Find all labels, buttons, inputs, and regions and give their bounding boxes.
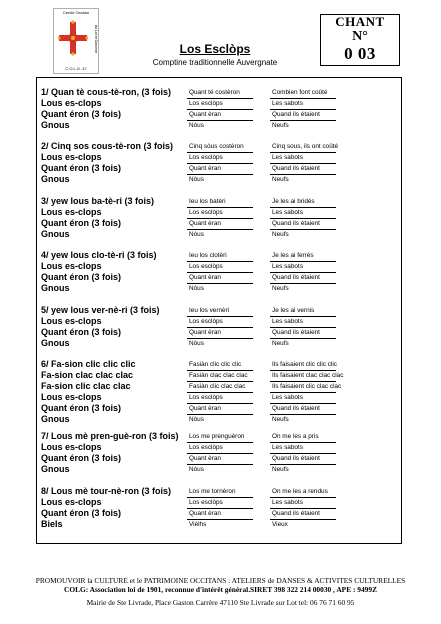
occitan-phonetic-text: Gnous <box>41 174 70 184</box>
french-translation-text: Quand ils étaient <box>272 274 320 281</box>
occitan-phonetic-text: Quant éron (3 fois) <box>41 508 122 518</box>
lyric-line <box>37 98 401 109</box>
french-translation-text: Neufs <box>272 122 289 129</box>
occitan-phonetic-text: Quant éron (3 fois) <box>41 403 122 413</box>
occitan-phonetic-text: Gnous <box>41 464 70 474</box>
french-translation-text: Neufs <box>272 466 289 473</box>
occitan-phonetic-text: Quant éron (3 fois) <box>41 109 122 119</box>
lyric-line <box>37 261 401 272</box>
french-translation-text: Quand ils étaient <box>272 510 320 517</box>
lyric-line <box>37 152 401 163</box>
french-translation-text: Les sabots <box>272 154 303 161</box>
occitan-phonetic-text: Lous es-clops <box>41 98 102 108</box>
song-title: Los Esclòps <box>179 42 251 56</box>
french-translation-text: Neufs <box>272 416 289 423</box>
occitan-written-text: Fasiàn clac clac clac <box>189 372 248 379</box>
occitan-phonetic-text: Gnous <box>41 120 70 130</box>
occitan-phonetic-text: Lous es-clops <box>41 261 102 271</box>
occitan-written-text: Vièlhs <box>189 521 207 528</box>
occitan-phonetic-text: Fa-sion clac clac clac <box>41 370 134 380</box>
occitan-written-text: Ieu los vernèri <box>189 307 230 314</box>
occitan-written-text: Los esclòps <box>189 100 223 107</box>
occitan-cross-icon <box>58 18 88 58</box>
chant-no-label: N° <box>352 29 368 44</box>
lyric-line <box>37 338 401 349</box>
occitan-phonetic-text: 1/ Quan tè cous-tè-ron, (3 fois) <box>41 87 172 97</box>
song-subtitle: Comptine traditionnelle Auvergnate <box>152 58 278 67</box>
occitan-phonetic-text: 2/ Cinq sos cous-tè-ron (3 fois) <box>41 141 174 151</box>
occitan-written-text: Nòus <box>189 340 204 347</box>
lyric-line <box>37 508 401 519</box>
occitan-written-text: Nòus <box>189 466 204 473</box>
french-translation-text: Les sabots <box>272 318 303 325</box>
lyric-line <box>37 327 401 338</box>
french-translation-text: Les sabots <box>272 444 303 451</box>
lyric-line <box>37 207 401 218</box>
french-translation-text: On me les a rendus <box>272 488 328 495</box>
occitan-phonetic-text: 3/ yew lous ba-tè-ri (3 fois) <box>41 196 155 206</box>
occitan-written-text: Los esclòps <box>189 209 223 216</box>
french-translation-text: Neufs <box>272 285 289 292</box>
lyric-line <box>37 283 401 294</box>
occitan-written-text: Ieu los batèri <box>189 198 226 205</box>
occitan-written-text: Nòus <box>189 416 204 423</box>
occitan-written-text: Nòus <box>189 231 204 238</box>
lyric-line <box>37 414 401 425</box>
occitan-written-text: Los esclòps <box>189 154 223 161</box>
chant-number: 0 03 <box>344 44 376 63</box>
lyric-line <box>37 272 401 283</box>
lyric-line <box>37 497 401 508</box>
occitan-written-text: Ieu los clotèri <box>189 252 227 259</box>
logo-side-text: du Lot et Garonne <box>94 24 98 54</box>
occitan-phonetic-text: Quant éron (3 fois) <box>41 218 122 228</box>
french-translation-text: Je les ai ferrés <box>272 252 314 259</box>
french-translation-text: Quand ils étaient <box>272 329 320 336</box>
french-translation-text: Cinq sous, ils ont coûté <box>272 143 339 150</box>
lyric-line <box>37 109 401 120</box>
footer-association: COLG: Association loi de 1901, reconnue d'intérêt général.SIRET 398 322 214 00030 , APE : 9499Z <box>63 585 377 594</box>
occitan-phonetic-text: Quant éron (3 fois) <box>41 272 122 282</box>
french-translation-text: Neufs <box>272 231 289 238</box>
french-translation-text: Quand ils étaient <box>272 111 320 118</box>
french-translation-text: Combien font coûté <box>272 89 328 96</box>
occitan-written-text: Los me tornèron <box>189 488 236 495</box>
french-translation-text: Ils faisaient clic clic clic <box>272 361 337 368</box>
occitan-written-text: Quant èran <box>189 510 221 517</box>
occitan-phonetic-text: Gnous <box>41 414 70 424</box>
lyric-line <box>37 196 401 207</box>
french-translation-text: Ils faisaient clic clac clac <box>272 383 342 390</box>
occitan-phonetic-text: Lous es-clops <box>41 152 102 162</box>
french-translation-text: Les sabots <box>272 100 303 107</box>
logo-bottom-text: C.O.L.G. 47 <box>65 66 87 71</box>
french-translation-text: Les sabots <box>272 209 303 216</box>
occitan-written-text: Fasiàn clic clac clac <box>189 383 246 390</box>
lyric-line <box>37 392 401 403</box>
lyric-line <box>37 403 401 414</box>
lyric-line <box>37 381 401 392</box>
occitan-phonetic-text: Lous es-clops <box>41 497 102 507</box>
french-translation-text: Je les ai vernis <box>272 307 315 314</box>
occitan-phonetic-text: Biels <box>41 519 63 529</box>
french-translation-text: Quand ils étaient <box>272 455 320 462</box>
lyric-line <box>37 464 401 475</box>
lyric-line <box>37 250 401 261</box>
french-translation-text: Quand ils étaient <box>272 165 320 172</box>
colg-logo <box>53 8 99 74</box>
occitan-phonetic-text: Lous es-clops <box>41 316 102 326</box>
french-translation-text: Je les ai bridés <box>272 198 315 205</box>
logo-top-text: Cercle Occitan <box>62 10 90 15</box>
french-translation-text: Les sabots <box>272 263 303 270</box>
occitan-written-text: Quant èran <box>189 455 221 462</box>
footer-address: Mairie de Ste Livrade, Place Gaston Carrère 47110 Ste Livrade sur Lot tel: 06 76 71 60 95 <box>86 598 355 607</box>
occitan-phonetic-text: Quant éron (3 fois) <box>41 327 122 337</box>
lyric-line <box>37 486 401 497</box>
occitan-phonetic-text: 6/ Fa-sion clic clic clic <box>41 359 136 369</box>
occitan-phonetic-text: 8/ Lous mè tour-nè-ron (3 fois) <box>41 486 172 496</box>
occitan-written-text: Fasiàn clic clic clic <box>189 361 242 368</box>
occitan-written-text: Quant èran <box>189 329 221 336</box>
occitan-written-text: Nòus <box>189 176 204 183</box>
french-translation-text: Les sabots <box>272 394 303 401</box>
lyric-line <box>37 120 401 131</box>
occitan-phonetic-text: 7/ Lous mè pren-guè-ron (3 fois) <box>41 431 179 441</box>
occitan-written-text: Los esclòps <box>189 499 223 506</box>
lyric-line <box>37 218 401 229</box>
french-translation-text: Vieux <box>272 521 288 528</box>
occitan-written-text: Los me prenguèron <box>189 433 245 440</box>
lyric-line <box>37 359 401 370</box>
occitan-written-text: Los esclòps <box>189 318 223 325</box>
occitan-written-text: Los esclòps <box>189 444 223 451</box>
chant-label: CHANT <box>335 14 385 29</box>
occitan-written-text: Quant èran <box>189 220 221 227</box>
lyric-line <box>37 87 401 98</box>
lyric-line <box>37 229 401 240</box>
french-translation-text: Quand ils étaient <box>272 220 320 227</box>
lyric-line <box>37 316 401 327</box>
french-translation-text: Neufs <box>272 176 289 183</box>
lyric-line <box>37 305 401 316</box>
lyric-line <box>37 431 401 442</box>
french-translation-text: On me les a pris <box>272 433 319 440</box>
lyric-line <box>37 174 401 185</box>
french-translation-text: Ils faisaient clac clac clac <box>272 372 344 379</box>
occitan-written-text: Nòus <box>189 285 204 292</box>
occitan-phonetic-text: Lous es-clops <box>41 392 102 402</box>
occitan-phonetic-text: 4/ yew lous clo-tè-ri (3 fois) <box>41 250 157 260</box>
chant-number-box <box>320 14 400 66</box>
occitan-written-text: Cinq sòus costèron <box>189 143 244 150</box>
occitan-written-text: Los esclòps <box>189 394 223 401</box>
lyric-line <box>37 163 401 174</box>
occitan-phonetic-text: Fa-sion clic clac clac <box>41 381 131 391</box>
occitan-phonetic-text: Gnous <box>41 338 70 348</box>
occitan-phonetic-text: Gnous <box>41 229 70 239</box>
occitan-phonetic-text: Lous es-clops <box>41 207 102 217</box>
lyric-line <box>37 519 401 530</box>
occitan-phonetic-text: Gnous <box>41 283 70 293</box>
occitan-written-text: Quant té costèron <box>189 89 240 96</box>
lyric-line <box>37 442 401 453</box>
french-translation-text: Quand ils étaient <box>272 405 320 412</box>
occitan-written-text: Quant èran <box>189 165 221 172</box>
lyric-line <box>37 453 401 464</box>
french-translation-text: Les sabots <box>272 499 303 506</box>
footer-mission: PROMOUVOIR la CULTURE et le PATRIMOINE OCCITANS : ATELIERS de DANSES & ACTIVITES CULTURELLES <box>35 576 406 585</box>
occitan-written-text: Quant èran <box>189 111 221 118</box>
occitan-written-text: Los esclòps <box>189 263 223 270</box>
lyric-line <box>37 141 401 152</box>
french-translation-text: Neufs <box>272 340 289 347</box>
occitan-phonetic-text: 5/ yew lous ver-nè-ri (3 fois) <box>41 305 160 315</box>
lyric-line <box>37 370 401 381</box>
occitan-phonetic-text: Quant éron (3 fois) <box>41 453 122 463</box>
occitan-phonetic-text: Lous es-clops <box>41 442 102 452</box>
lyrics-box <box>36 77 402 544</box>
occitan-written-text: Quant èran <box>189 405 221 412</box>
occitan-phonetic-text: Quant éron (3 fois) <box>41 163 122 173</box>
occitan-written-text: Quant èran <box>189 274 221 281</box>
occitan-written-text: Nòus <box>189 122 204 129</box>
